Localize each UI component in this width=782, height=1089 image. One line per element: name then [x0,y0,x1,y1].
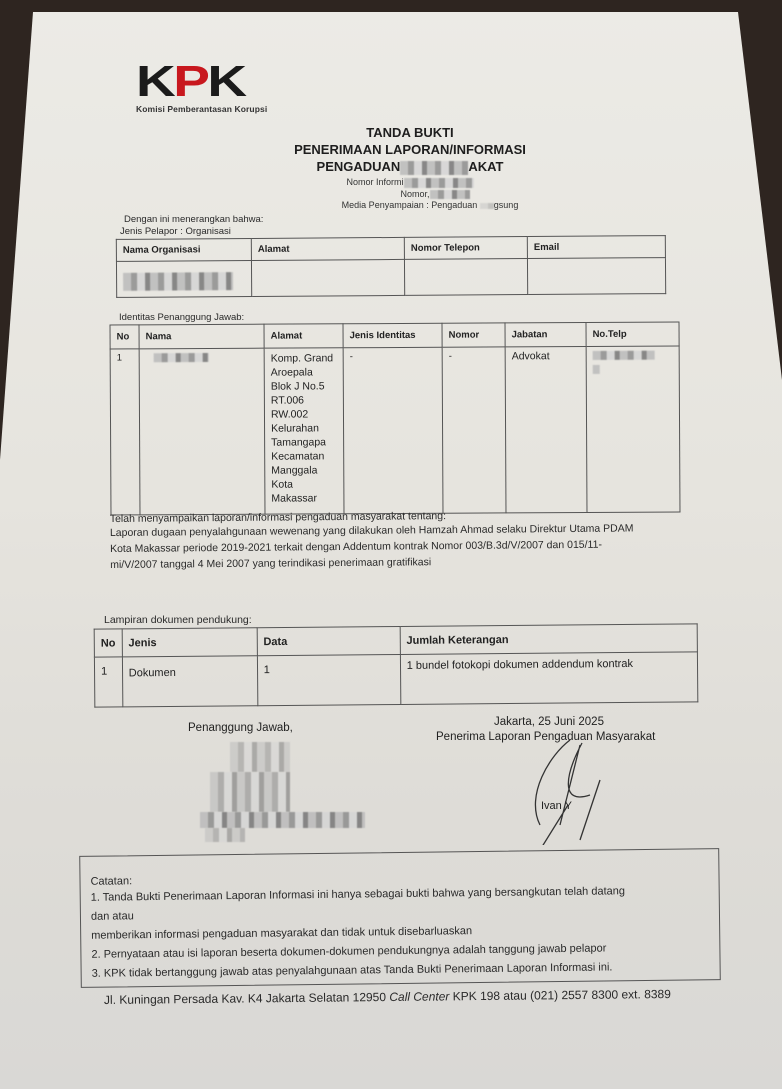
penanggung-jawab-table [110,322,681,516]
place-date: Jakarta, 25 Juni 2025 [494,716,604,728]
laporan-intro: Telah menyampaikan laporan/informasi pengaduan masyarakat tentang: [109,510,447,526]
redacted-block [593,365,600,374]
col-jenis-identitas: Jenis Identitas [343,323,442,348]
laporan-line: Laporan dugaan penyalahgunaan wewenang yang dilakukan oleh Hamzah Ahmad selaku Direktur Utama PDAM [109,522,634,540]
alamat-line: Manggala [271,464,318,477]
organisasi-table [116,235,666,298]
title-line-3 [230,159,590,175]
col-data: Data [257,626,400,655]
catatan-line: memberikan informasi pengaduan masyarakat dan tidak untuk disebarluaskan [91,925,473,942]
redacted-block [154,353,209,362]
nomor-label: Nomor, [400,189,430,199]
title-line-3-end: AKAT [468,159,504,174]
title-line-1: TANDA BUKTI [366,125,454,140]
kpk-logo-letters [136,57,245,106]
media-penyampaian-line [250,200,610,210]
redacted-block [230,742,290,772]
penerima-label: Penerima Laporan Pengaduan Masyarakat [436,731,656,743]
redacted-block [123,272,233,291]
catatan-line: 3. KPK tidak bertanggung jawab atas penyalahgunaan atas Tanda Bukti Penerimaan Laporan Informasi ini. [91,961,613,980]
logo-subtitle: Komisi Pemberantasan Korupsi [136,104,268,114]
alamat-line: Kota [271,478,293,491]
logo-letter-p: P [173,57,208,106]
cell-jenis: Dokumen [122,656,257,707]
cell-no: 1 [94,657,122,707]
col-alamat: Alamat [264,324,343,348]
col-jenis: Jenis [122,628,257,657]
redacted-block [205,828,245,842]
cell-jabatan: Advokat [505,346,587,512]
cell-alamat [251,259,404,296]
penanggung-jawab-label: Penanggung Jawab, [188,722,293,734]
redacted-block [480,203,494,209]
alamat-line: RT.006 [270,394,305,407]
cell-nomor-telepon [404,259,527,296]
alamat-line: RW.002 [270,408,309,421]
lampiran-table-title: Lampiran dokumen pendukung: [104,614,252,626]
table-row [116,258,665,298]
alamat-line: Kelurahan [271,422,319,435]
redacted-block [210,772,290,812]
redacted-block [593,351,655,360]
col-nama-organisasi: Nama Organisasi [116,238,251,261]
cell-email [527,258,665,295]
logo-letter-k1: K [136,57,174,106]
redacted-block [200,812,365,828]
alamat-line: Blok J No.5 [270,380,325,393]
media-value-end: gsung [493,200,519,210]
penanggung-table-title: Identitas Penanggung Jawab: [119,312,245,323]
alamat-line: Tamangapa [271,436,327,449]
nomor-line [230,189,590,199]
col-jumlah-keterangan: Jumlah Keterangan [400,624,698,655]
table-row [110,346,680,515]
footer-call-center-label: Call Center [389,989,450,1004]
footer-address: Jl. Kuningan Persada Kav. K4 Jakarta Selatan 12950 [103,990,387,1007]
catatan-box [79,848,721,988]
cell-no: 1 [110,349,140,515]
redacted-block [400,161,468,175]
col-no-telp: No.Telp [586,322,679,346]
title-line-2: PENERIMAAN LAPORAN/INFORMASI [294,142,526,157]
col-nama: Nama [139,324,264,349]
logo-letter-k2: K [207,57,245,106]
col-no: No [110,325,139,349]
title-line-3-start: PENGADUAN [316,159,401,174]
media-label: Media Penyampaian : Pengaduan [341,200,478,210]
cell-nomor: - [442,347,506,513]
jenis-pelapor: Jenis Pelapor : Organisasi [120,226,231,237]
laporan-section [110,508,634,573]
alamat-line: Aroepala [270,366,313,379]
cell-no-telp [586,346,680,512]
cell-nama-organisasi [116,260,251,297]
footer-contact-numbers: KPK 198 atau (021) 2557 8300 ext. 8389 [452,987,671,1004]
cell-data: 1 [257,654,400,705]
alamat-line: Makassar [271,492,317,505]
cell-jumlah-keterangan: 1 bundel fotokopi dokumen addendum kontrak [400,652,698,705]
penerima-name: Ivan Y [541,800,572,812]
nomor-informasi-line [230,177,590,188]
laporan-line: Kota Makassar periode 2019-2021 terkait dengan Addentum kontrak Nomor 003/B.3d/V/2007 dan 015/11- [110,538,602,555]
catatan-line: 2. Pernyataan atau isi laporan beserta dokumen-dokumen pendukungnya adalah tanggung jawab pelapor [91,942,607,961]
col-alamat: Alamat [251,237,404,260]
kpk-logo [136,57,268,114]
handwritten-signature [520,735,610,845]
catatan-line: dan atau [90,910,134,923]
redacted-block [430,190,470,199]
alamat-line: Komp. Grand [270,352,334,365]
col-nomor-telepon: Nomor Telepon [404,237,527,260]
table-row [94,652,697,707]
catatan-title: Catatan: [90,875,133,888]
col-email: Email [527,236,665,259]
cell-nama [139,348,265,515]
cell-jenis-identitas: - [343,347,443,514]
redacted-block [404,178,474,188]
intro-statement: Dengan ini menerangkan bahwa: [124,214,264,225]
catatan-line: 1. Tanda Bukti Penerimaan Laporan Informasi ini hanya sebagai bukti bahwa yang bersangkutan telah datang [90,885,626,904]
nomor-informasi-label: Nomor Informi [346,177,404,187]
col-no: No [94,629,122,657]
cell-alamat [264,348,344,514]
lampiran-table [94,623,699,707]
laporan-line: mi/V/2007 tanggal 4 Mei 2007 yang terindikasi penerimaan gratifikasi [110,556,432,571]
alamat-line: Kecamatan [271,450,325,463]
col-jabatan: Jabatan [505,322,586,346]
col-nomor: Nomor [442,323,505,347]
